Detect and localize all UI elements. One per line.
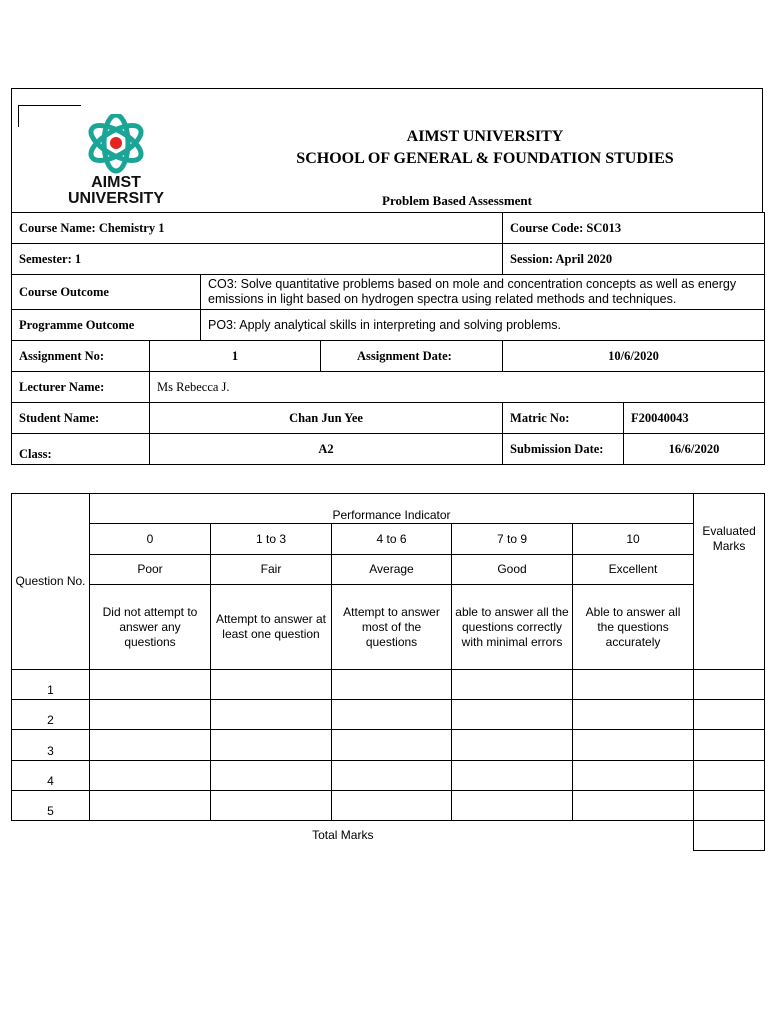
total-row — [12, 821, 765, 851]
level-description: able to answer all the questions correctly with minimal errors — [452, 585, 573, 670]
score-cell[interactable] — [90, 791, 211, 821]
score-cell[interactable] — [332, 761, 452, 791]
level-label: Poor — [90, 555, 211, 585]
submission-value: 16/6/2020 — [624, 434, 765, 465]
level-description: Able to answer all the questions accurately — [573, 585, 694, 670]
course-outcome-row — [12, 275, 765, 310]
semester-row — [12, 244, 765, 275]
score-cell[interactable] — [90, 730, 211, 761]
performance-indicator-header: Performance Indicator — [90, 494, 694, 524]
semester: Semester: 1 — [12, 244, 503, 275]
lecturer-value: Ms Rebecca J. — [150, 372, 765, 403]
programme-outcome-label: Programme Outcome — [12, 310, 201, 341]
class-row — [12, 434, 765, 465]
question-number: 3 — [12, 730, 90, 761]
evaluated-mark-cell[interactable] — [694, 761, 765, 791]
level-score: 10 — [573, 524, 694, 555]
level-label: Good — [452, 555, 573, 585]
total-marks-label: Total Marks — [312, 828, 374, 843]
score-cell[interactable] — [332, 730, 452, 761]
assignment-date-label: Assignment Date: — [321, 341, 503, 372]
lecturer-row — [12, 372, 765, 403]
evaluated-mark-cell[interactable] — [694, 670, 765, 700]
student-label: Student Name: — [12, 403, 150, 434]
score-cell[interactable] — [573, 761, 694, 791]
score-cell[interactable] — [211, 761, 332, 791]
level-description: Attempt to answer most of the questions — [332, 585, 452, 670]
level-score: 4 to 6 — [332, 524, 452, 555]
university-title — [265, 126, 705, 170]
question-number: 1 — [12, 670, 90, 700]
score-row — [12, 524, 765, 555]
matric-label: Matric No: — [503, 403, 624, 434]
evaluated-mark-cell[interactable] — [694, 730, 765, 761]
total-marks-cell[interactable] — [694, 821, 765, 851]
score-cell[interactable] — [452, 700, 573, 730]
score-cell[interactable] — [211, 670, 332, 700]
level-label: Fair — [211, 555, 332, 585]
level-description: Did not attempt to answer any questions — [90, 585, 211, 670]
logo-text-university: UNIVERSITY — [67, 190, 165, 206]
score-cell[interactable] — [332, 700, 452, 730]
session: Session: April 2020 — [503, 244, 765, 275]
assignment-no-label: Assignment No: — [12, 341, 150, 372]
question-number: 2 — [12, 700, 90, 730]
score-cell[interactable] — [452, 730, 573, 761]
student-row — [12, 403, 765, 434]
logo-text-aimst: AIMST — [91, 174, 141, 191]
aimst-logo — [58, 114, 174, 206]
score-cell[interactable] — [332, 791, 452, 821]
course-outcome-value: CO3: Solve quantitative problems based on mole and concentration concepts as well as energy emissions in light based on hydrogen spectra using related methods and techniques. — [201, 275, 765, 310]
score-cell[interactable] — [573, 700, 694, 730]
course-code: Course Code: SC013 — [503, 213, 765, 244]
question-row — [12, 761, 765, 791]
score-cell[interactable] — [332, 670, 452, 700]
level-description: Attempt to answer at least one question — [211, 585, 332, 670]
score-cell[interactable] — [573, 670, 694, 700]
score-cell[interactable] — [211, 700, 332, 730]
lecturer-label: Lecturer Name: — [12, 372, 150, 403]
question-row — [12, 700, 765, 730]
question-number: 5 — [12, 791, 90, 821]
level-label: Excellent — [573, 555, 694, 585]
score-cell[interactable] — [211, 730, 332, 761]
score-cell[interactable] — [573, 791, 694, 821]
score-cell[interactable] — [90, 700, 211, 730]
university-name: AIMST UNIVERSITY — [406, 128, 564, 145]
student-value: Chan Jun Yee — [150, 403, 503, 434]
score-cell[interactable] — [573, 730, 694, 761]
programme-outcome-row — [12, 310, 765, 341]
question-row — [12, 730, 765, 761]
question-row — [12, 670, 765, 700]
rubric-table — [11, 493, 765, 851]
score-cell[interactable] — [452, 670, 573, 700]
rubric-header-row — [12, 494, 765, 524]
course-name: Course Name: Chemistry 1 — [12, 213, 503, 244]
assessment-type: Problem Based Assessment — [382, 193, 532, 208]
evaluated-marks-header: Evaluated Marks — [694, 494, 765, 670]
assignment-no-value: 1 — [150, 341, 321, 372]
course-outcome-label: Course Outcome — [12, 275, 201, 310]
level-score: 7 to 9 — [452, 524, 573, 555]
level-score: 1 to 3 — [211, 524, 332, 555]
school-name: SCHOOL OF GENERAL & FOUNDATION STUDIES — [296, 150, 674, 167]
class-value: A2 — [150, 434, 503, 465]
score-cell[interactable] — [452, 791, 573, 821]
course-info-table — [11, 212, 765, 465]
submission-label: Submission Date: — [503, 434, 624, 465]
level-description-row — [12, 585, 765, 670]
matric-value: F20040043 — [624, 403, 765, 434]
score-cell[interactable] — [452, 761, 573, 791]
programme-outcome-value: PO3: Apply analytical skills in interpreting and solving problems. — [201, 310, 765, 341]
assignment-row — [12, 341, 765, 372]
evaluated-mark-cell[interactable] — [694, 700, 765, 730]
level-label-row — [12, 555, 765, 585]
assignment-date-value: 10/6/2020 — [503, 341, 765, 372]
level-score: 0 — [90, 524, 211, 555]
class-label: Class: — [12, 434, 150, 465]
question-row — [12, 791, 765, 821]
evaluated-mark-cell[interactable] — [694, 791, 765, 821]
score-cell[interactable] — [90, 670, 211, 700]
score-cell[interactable] — [90, 761, 211, 791]
course-row — [12, 213, 765, 244]
question-no-header: Question No. — [12, 494, 90, 670]
score-cell[interactable] — [211, 791, 332, 821]
level-label: Average — [332, 555, 452, 585]
question-number: 4 — [12, 761, 90, 791]
